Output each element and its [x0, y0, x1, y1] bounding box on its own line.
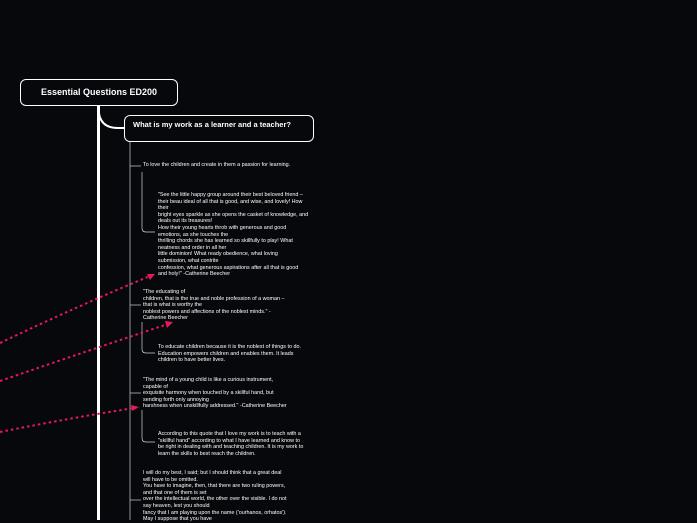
topic-skillful-hand[interactable]: According to this quote that I love my work is to teach with a "skillful hand" according to what I have learned and know to be right in dealing with and teaching children. It is my work to learn the skills to best reach the children. [158, 431, 304, 457]
topic-beecher-quote-1[interactable]: "See the little happy group around their best beloved friend – their beau ideal of all that is good, and wise, and lovely! How their bright eyes sparkle as she opens the casket of knowledge, and deals out its treasures! How their young hearts throb with generous and good emotions, as she touches the thrilling chords she has learned so skillfully to play! What neatness and order in all her little dominion! What ready obedience, what loving submission, what contrite confession, what generous aspirations after all that is good and holy!" -Catherine Beecher [158, 192, 309, 278]
tick-2 [142, 172, 155, 232]
tick-6 [142, 410, 155, 442]
relation-arrowhead-2 [165, 321, 173, 328]
question-topic[interactable] [124, 115, 314, 142]
relation-arrowhead-3 [131, 405, 139, 411]
topic-educate-children[interactable]: To educate children because it is the noblest of things to do. Education empowers children and enables them. It leads children to have better lives. [158, 344, 301, 364]
relation-arrow-2 [0, 324, 168, 381]
relation-arrowhead-1 [147, 274, 155, 280]
topic-love-children[interactable]: To love the children and create in them a passion for learning. [143, 162, 291, 168]
tick-4 [142, 322, 155, 353]
relation-arrow-3 [0, 408, 134, 432]
topic-plato-excerpt[interactable]: I will do my best, I said; but I should think that a great deal will have to be omitted. You have to imagine, then, that there are two ruling powers, and that one of them is set over the intellectual world, the other over the visible. I do not say heaven, lest you should fancy that I am playing upon the name ('ourhanos, orhatos'). May I suppose that you have [143, 470, 287, 523]
root-topic-label: Essential Questions ED200 [40, 87, 158, 97]
question-topic-label: What is my work as a learner and a teacher? [133, 120, 291, 129]
topic-beecher-quote-2[interactable]: "The educating of children, that is the true and noble profession of a woman – that is what is worthy the noblest powers and affections of the noblest minds." - Catherine Beecher [143, 289, 285, 322]
topic-beecher-quote-3[interactable]: "The mind of a young child is like a curious instrument, capable of exquisite harmony when touched by a skillful hand, but sending forth only annoying harshness when unskillfully addressed." -Catherine Beecher [143, 377, 287, 410]
relation-arrow-1 [0, 276, 150, 343]
root-topic[interactable] [20, 79, 178, 106]
question-connector [99, 108, 125, 128]
